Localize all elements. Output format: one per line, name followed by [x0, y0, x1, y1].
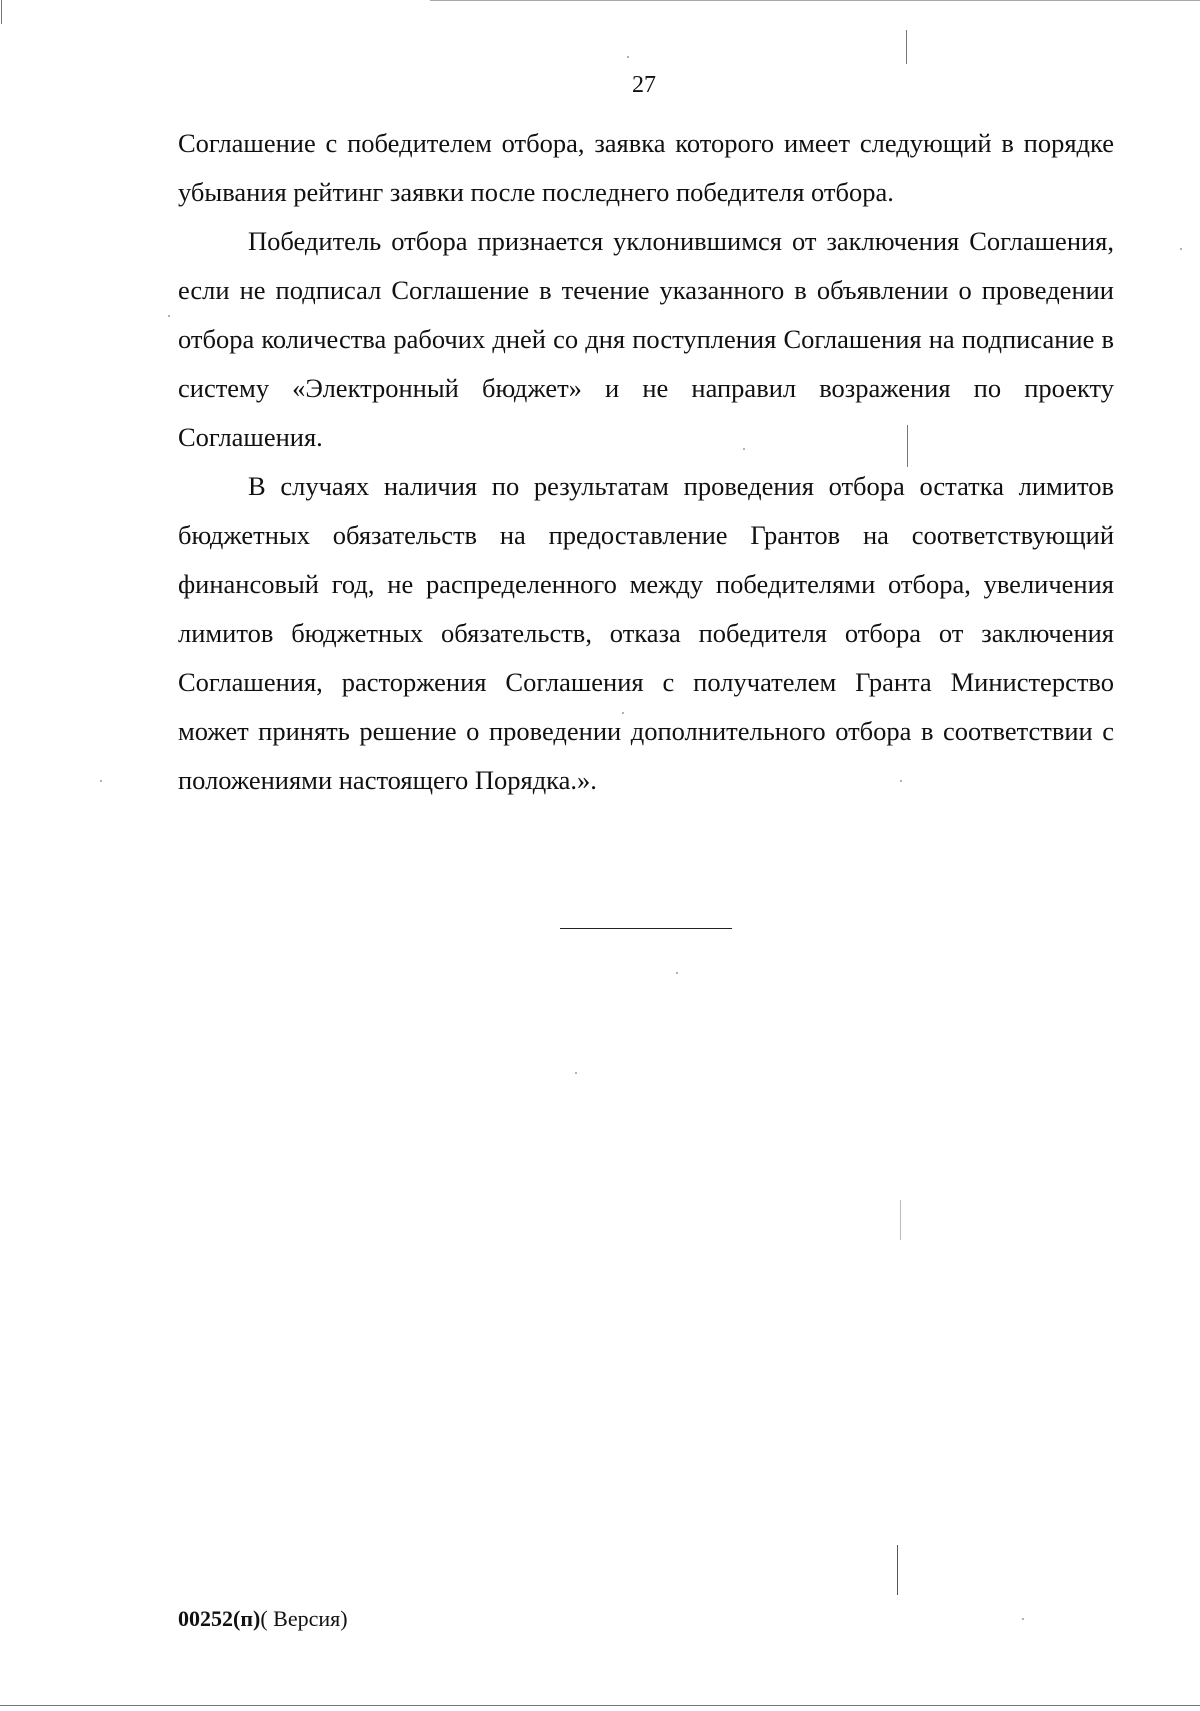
document-code: 00252(п): [178, 1606, 261, 1631]
scan-speck: [575, 1072, 577, 1074]
paragraph-winner-evasion: Победитель отбора признается уклонившимся от заключения Соглашения, если не подписал Соглашение в течение указанного в объявлении о проведении отбора количества рабочих дней со дня поступления Соглашения на подписание в систему «Электронный бюджет» и не направил возражения по проекту Соглашения.: [178, 226, 1114, 452]
scan-speck: [900, 780, 902, 782]
scan-artifact-line: [907, 425, 908, 467]
scan-artifact-line: [900, 1200, 901, 1240]
scan-artifact-line: [1, 0, 2, 24]
scan-speck: [168, 315, 170, 317]
scan-speck: [1022, 1618, 1024, 1620]
paragraph-agreement-with-next-winner: Соглашение с победителем отбора, заявка которого имеет следующий в порядке убывания рейтинг заявки после последнего победителя отбора.: [178, 128, 1114, 207]
scan-speck: [676, 972, 678, 974]
end-of-text-rule: [560, 928, 732, 929]
scan-top-edge: [430, 0, 1200, 1]
scan-artifact-line: [897, 1545, 898, 1595]
scan-speck: [627, 56, 629, 58]
document-body: [178, 119, 1114, 805]
scan-speck: [622, 712, 624, 714]
scan-speck: [743, 448, 745, 450]
paragraph-additional-selection: В случаях наличия по результатам проведения отбора остатка лимитов бюджетных обязательств на предоставление Грантов на соответствующий финансовый год, не распределенного между победителями отбора, увеличения лимитов бюджетных обязательств, отказа победителя отбора от заключения Соглашения, расторжения Соглашения с получателем Гранта Министерство может принять решение о проведении дополнительного отбора в соответствии с положениями настоящего Порядка.».: [178, 471, 1114, 795]
scan-artifact-line: [906, 30, 907, 64]
page-number: 27: [632, 72, 656, 98]
document-footer: [178, 1605, 348, 1633]
scan-speck: [100, 780, 102, 782]
scan-speck: [1180, 248, 1182, 250]
scan-bottom-edge: [0, 1705, 1200, 1706]
document-version: ( Версия): [260, 1606, 348, 1631]
